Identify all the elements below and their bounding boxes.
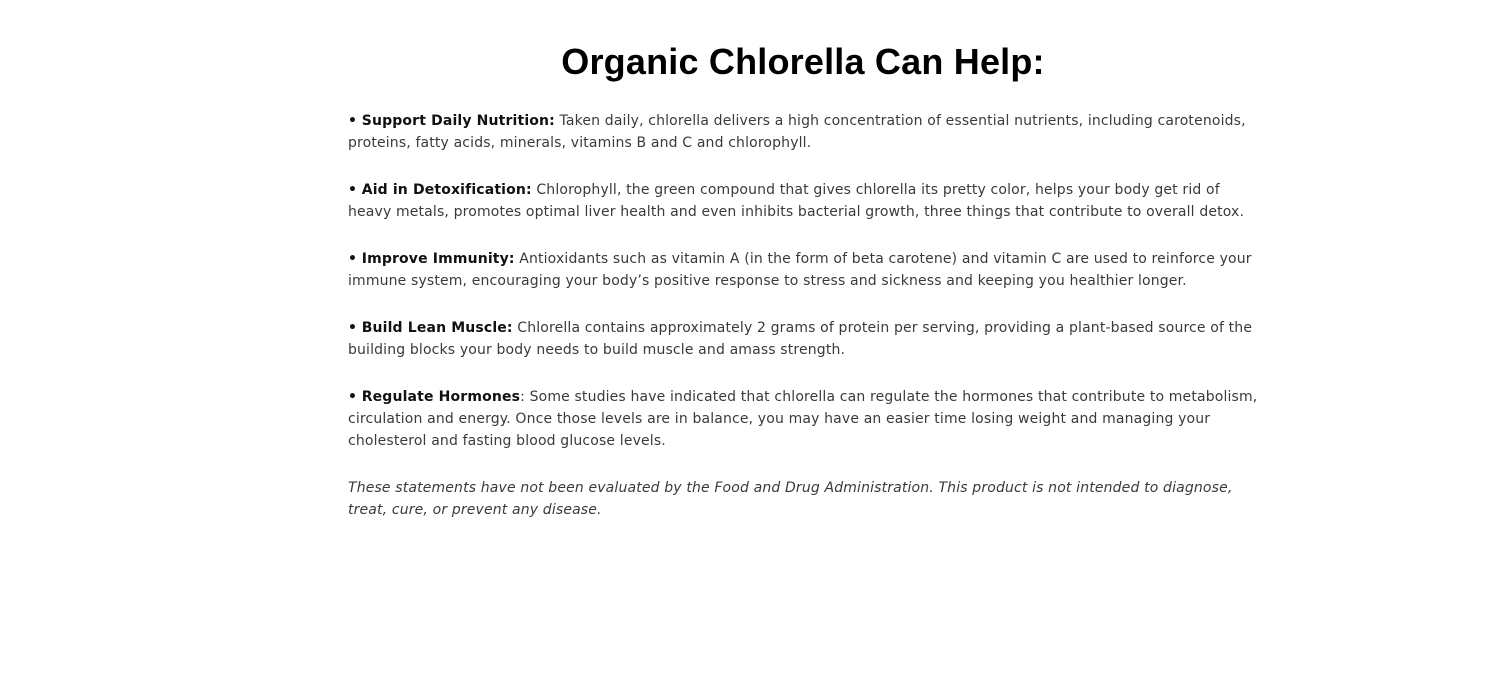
benefit-item-regulate-hormones	[348, 386, 1258, 452]
benefit-description: Taken daily, chlorella delivers a high concentration of essential nutrients, including carotenoids, proteins, fatty acids, minerals, vitamins B and C and chlorophyll.	[348, 113, 1246, 151]
benefit-description: Chlorophyll, the green compound that gives chlorella its pretty color, helps your body get rid of heavy metals, promotes optimal liver health and even inhibits bacterial growth, three things that contribute to overall detox.	[348, 182, 1245, 220]
bullet-marker: •	[348, 113, 358, 129]
benefit-item-build-lean-muscle	[348, 317, 1258, 361]
benefit-item-aid-in-detoxification	[348, 179, 1258, 223]
benefit-label: Build Lean Muscle:	[361, 320, 513, 336]
benefit-item-support-daily-nutrition	[348, 110, 1258, 154]
bullet-marker: •	[348, 320, 358, 336]
bullet-marker: •	[348, 389, 358, 405]
benefits-section	[348, 38, 1258, 521]
benefit-label: Regulate Hormones	[361, 389, 521, 405]
benefit-description: Chlorella contains approximately 2 grams of protein per serving, providing a plant-based source of the building blocks your body needs to build muscle and amass strength.	[348, 320, 1253, 358]
page-title: Organic Chlorella Can Help:	[561, 41, 1045, 82]
benefit-separator: :	[520, 389, 525, 405]
fda-disclaimer: These statements have not been evaluated by the Food and Drug Administration. This product is not intended to diagnose, treat, cure, or prevent any disease.	[348, 480, 1233, 518]
benefit-description: Some studies have indicated that chlorella can regulate the hormones that contribute to metabolism, circulation and energy. Once those levels are in balance, you may have an easier time losing weight and managing your cholesterol and fasting blood glucose levels.	[348, 389, 1258, 449]
bullet-marker: •	[348, 251, 358, 267]
benefit-label: Improve Immunity:	[361, 251, 515, 267]
benefit-label: Support Daily Nutrition:	[361, 113, 555, 129]
benefit-label: Aid in Detoxification:	[361, 182, 532, 198]
bullet-marker: •	[348, 182, 358, 198]
benefit-item-improve-immunity	[348, 248, 1258, 292]
benefit-description: Antioxidants such as vitamin A (in the form of beta carotene) and vitamin C are used to reinforce your immune system, encouraging your body’s positive response to stress and sickness and keeping you healthier longer.	[348, 251, 1252, 289]
